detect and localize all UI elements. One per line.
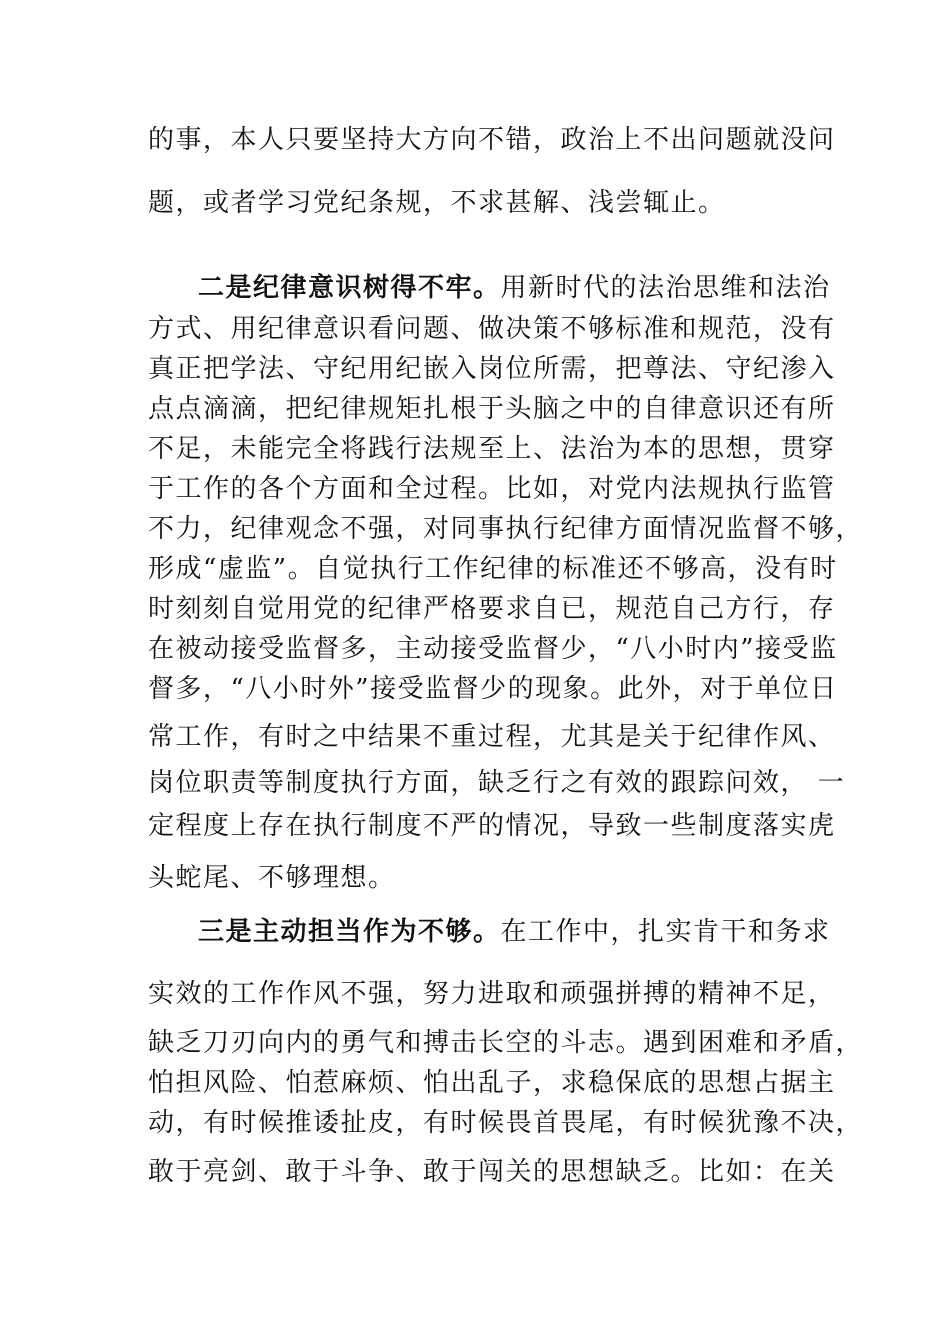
text-line: 形成“虚监”。自觉执行工作纪律的标准还不够高，没有时	[148, 554, 838, 584]
text-line: 的事，本人只要坚持大方向不错，政治上不出问题就没问	[148, 125, 836, 155]
text-line: 督多，“八小时外”接受监督少的现象。此外，对于单位日	[148, 674, 838, 704]
text-line: 怕担风险、怕惹麻烦、怕出乱子，求稳保底的思想占据主	[148, 1068, 836, 1098]
paragraph-first-line	[198, 271, 831, 305]
text-line: 头蛇尾、不够理想。	[148, 863, 396, 893]
text-span: 用新时代的法治思维和法治	[500, 273, 831, 303]
text-span: 在工作中，扎实肯干和务求	[500, 917, 831, 947]
text-line: 实效的工作作风不强，努力进取和顽强拼搏的精神不足，	[148, 979, 836, 1009]
text-line: 题，或者学习党纪条规，不求甚解、浅尝辄止。	[148, 188, 726, 218]
text-line: 真正把学法、守纪用纪嵌入岗位所需，把尊法、守纪渗入	[148, 354, 836, 384]
text-line: 定程度上存在执行制度不严的情况，导致一些制度落实虎	[148, 811, 836, 841]
text-line: 不足，未能完全将践行法规至上、法治为本的思想，贯穿	[148, 434, 836, 464]
paragraph-heading: 二是纪律意识树得不牢。	[198, 273, 501, 303]
text-line: 方式、用纪律意识看问题、做决策不够标准和规范，没有	[148, 314, 836, 344]
paragraph-heading: 三是主动担当作为不够。	[198, 917, 501, 947]
text-line: 岗位职责等制度执行方面，缺乏行之有效的跟踪问效， 一	[148, 768, 846, 798]
text-line: 在被动接受监督多，主动接受监督少，“八小时内”接受监	[148, 634, 838, 664]
paragraph-first-line	[198, 915, 831, 949]
text-line: 常工作，有时之中结果不重过程，尤其是关于纪律作风、	[148, 722, 836, 752]
text-line: 不力，纪律观念不强，对同事执行纪律方面情况监督不够，	[148, 514, 864, 544]
text-line: 点点滴滴，把纪律规矩扎根于头脑之中的自律意识还有所	[148, 394, 836, 424]
text-line: 缺乏刀刃向内的勇气和搏击长空的斗志。遇到困难和矛盾，	[148, 1028, 864, 1058]
text-line: 敢于亮剑、敢于斗争、敢于闯关的思想缺乏。比如：在关	[148, 1157, 836, 1187]
text-line: 于工作的各个方面和全过程。比如，对党内法规执行监管	[148, 474, 836, 504]
text-line: 动，有时候推诿扯皮，有时候畏首畏尾，有时候犹豫不决，	[148, 1108, 864, 1138]
text-line: 时刻刻自觉用党的纪律严格要求自已，规范自己方行，存	[148, 594, 836, 624]
